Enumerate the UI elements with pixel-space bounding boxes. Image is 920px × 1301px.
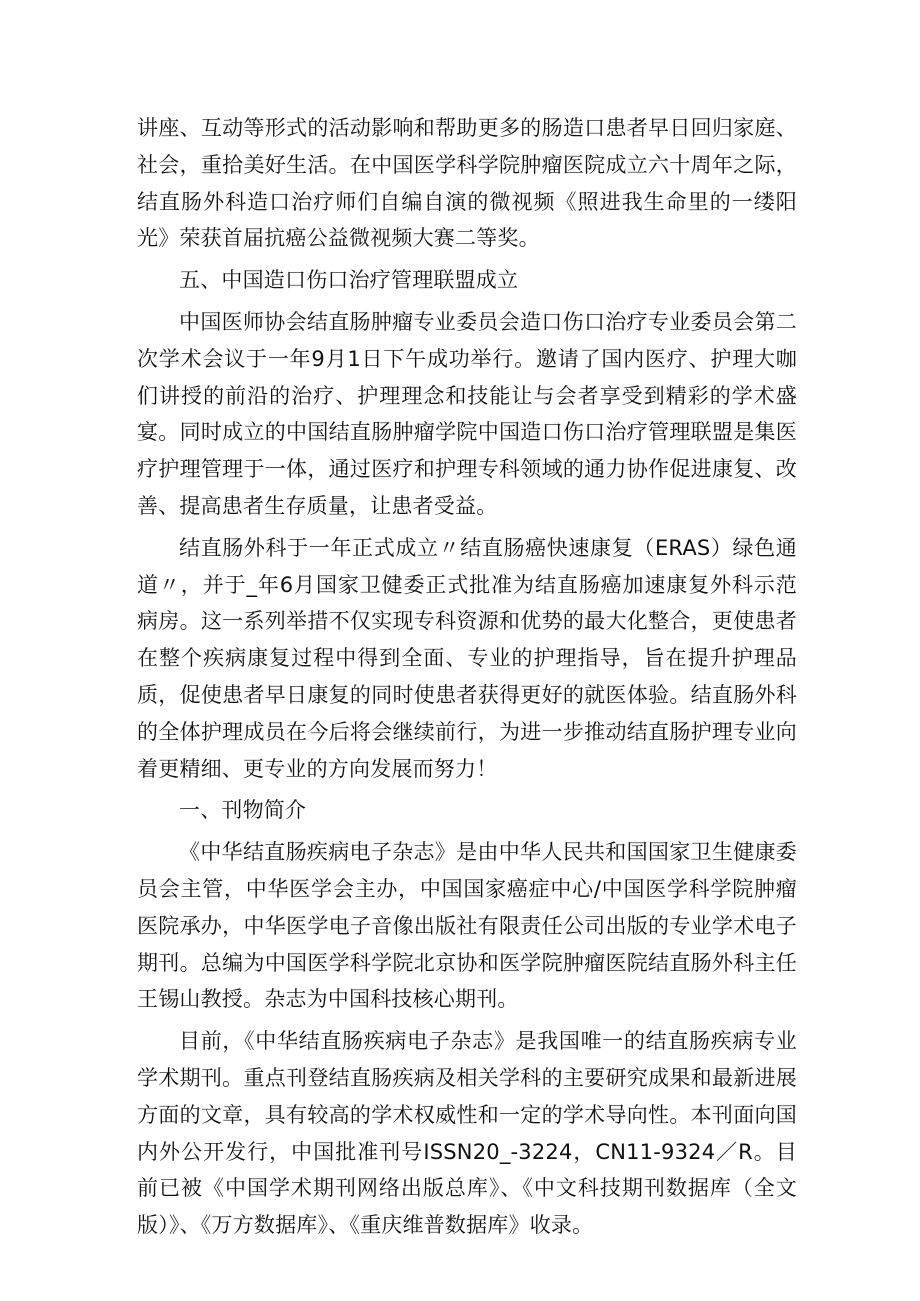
- paragraph-eras: 结直肠外科于一年正式成立〃结直肠癌快速康复（ERAS）绿色通道〃，并于_年6月国家卫健委正式批准为结直肠癌加速康复外科示范病房。这一系列举措不仅实现专科资源和优势的最大化整合，更使患者在整个疾病康复过程中得到全面、专业的护理指导，旨在提升护理品质，促使患者早日康复的同时使患者获得更好的就医体验。结直肠外科的全体护理成员在今后将会继续前行，为进一步推动结直肠护理专业向着更精细、更专业的方向发展而努力！: [137, 535, 797, 781]
- paragraph-continuation: 讲座、互动等形式的活动影响和帮助更多的肠造口患者早日回归家庭、社会，重拾美好生活。在中国医学科学院肿瘤医院成立六十周年之际，结直肠外科造口治疗师们自编自演的微视频《照进我生命里的一缕阳光》荣获首届抗癌公益微视频大赛二等奖。: [137, 116, 797, 251]
- section-heading-alliance: 五、中国造口伤口治疗管理联盟成立: [179, 268, 519, 293]
- paragraph-journal-status: 目前，《中华结直肠疾病电子杂志》是我国唯一的结直肠疾病专业学术期刊。重点刊登结直肠疾病及相关学科的主要研究成果和最新进展方面的文章，具有较高的学术权威性和一定的学术导向性。本刊面向国内外公开发行，中国批准刊号ISSN20_-3224，CN11-9324／R。目前已被《中国学术期刊网络出版总库》、《中文科技期刊数据库（全文版）》、《万方数据库》、《重庆维普数据库》收录。: [137, 1029, 797, 1238]
- section-heading-journal-intro: 一、刊物简介: [179, 798, 307, 823]
- document-body: [137, 110, 797, 1249]
- paragraph-journal-intro: 《中华结直肠疾病电子杂志》是由中华人民共和国国家卫生健康委员会主管，中华医学会主办，中国国家癌症中心/中国医学科学院肿瘤医院承办，中华医学电子音像出版社有限责任公司出版的专业学术电子期刊。总编为中国医学科学院北京协和医学院肿瘤医院结直肠外科主任王锡山教授。杂志为中国科技核心期刊。: [137, 840, 797, 1012]
- paragraph-alliance: 中国医师协会结直肠肿瘤专业委员会造口伤口治疗专业委员会第二次学术会议于一年9月1日下午成功举行。邀请了国内医疗、护理大咖们讲授的前沿的治疗、护理理念和技能让与会者享受到精彩的学术盛宴。同时成立的中国结直肠肿瘤学院中国造口伤口治疗管理联盟是集医疗护理管理于一体，通过医疗和护理专科领域的通力协作促进康复、改善、提高患者生存质量，让患者受益。: [137, 309, 797, 518]
